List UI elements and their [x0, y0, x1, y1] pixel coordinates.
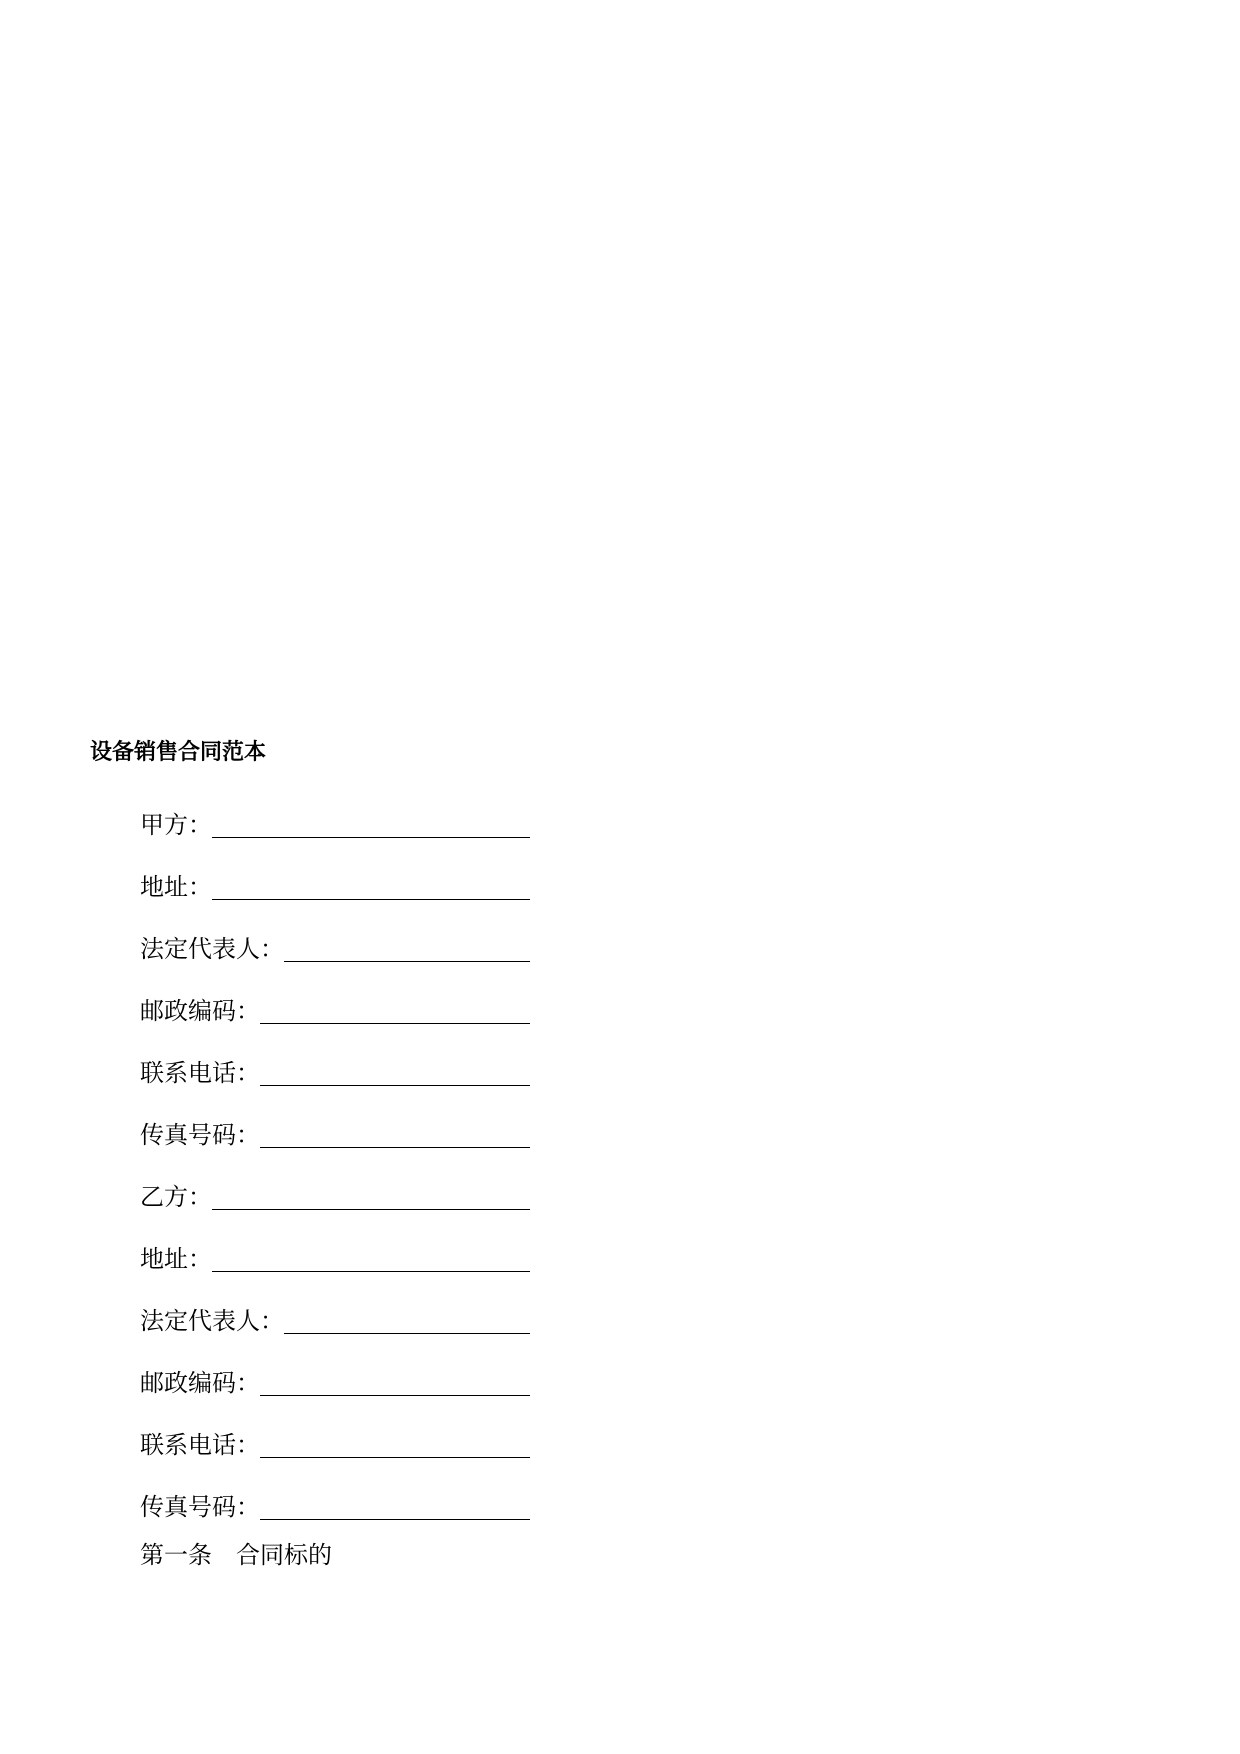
fill-in-line[interactable] [212, 873, 530, 900]
fill-in-line[interactable] [212, 1183, 530, 1210]
party-b-legal-rep-field [140, 1294, 530, 1356]
fill-in-line[interactable] [260, 1059, 530, 1086]
field-label: 邮政编码： [140, 997, 260, 1025]
party-a-legal-rep-field [140, 922, 530, 984]
party-a-fax-field [140, 1108, 530, 1170]
field-label: 传真号码： [140, 1493, 260, 1521]
party-b-address-field [140, 1232, 530, 1294]
party-b-name-field [140, 1170, 530, 1232]
field-label: 甲方： [140, 811, 212, 839]
party-b-fax-field [140, 1480, 530, 1542]
fill-in-line[interactable] [260, 997, 530, 1024]
article-1-heading [140, 1540, 332, 1570]
fill-in-line[interactable] [212, 811, 530, 838]
article-title: 合同标的 [236, 1541, 332, 1569]
article-number: 第一条 [140, 1541, 212, 1569]
fill-in-line[interactable] [260, 1493, 530, 1520]
fill-in-line[interactable] [260, 1121, 530, 1148]
document-title: 设备销售合同范本 [90, 740, 267, 765]
party-a-postcode-field [140, 984, 530, 1046]
party-b-postcode-field [140, 1356, 530, 1418]
field-label: 地址： [140, 1245, 212, 1273]
party-a-name-field [140, 798, 530, 860]
field-label: 传真号码： [140, 1121, 260, 1149]
fill-in-line[interactable] [212, 1245, 530, 1272]
field-label: 法定代表人： [140, 1307, 284, 1335]
party-fields [140, 798, 530, 1542]
field-label: 乙方： [140, 1183, 212, 1211]
field-label: 联系电话： [140, 1431, 260, 1459]
party-a-address-field [140, 860, 530, 922]
party-a-phone-field [140, 1046, 530, 1108]
fill-in-line[interactable] [284, 1307, 530, 1334]
field-label: 法定代表人： [140, 935, 284, 963]
field-label: 邮政编码： [140, 1369, 260, 1397]
fill-in-line[interactable] [260, 1369, 530, 1396]
field-label: 地址： [140, 873, 212, 901]
party-b-phone-field [140, 1418, 530, 1480]
fill-in-line[interactable] [260, 1431, 530, 1458]
field-label: 联系电话： [140, 1059, 260, 1087]
fill-in-line[interactable] [284, 935, 530, 962]
